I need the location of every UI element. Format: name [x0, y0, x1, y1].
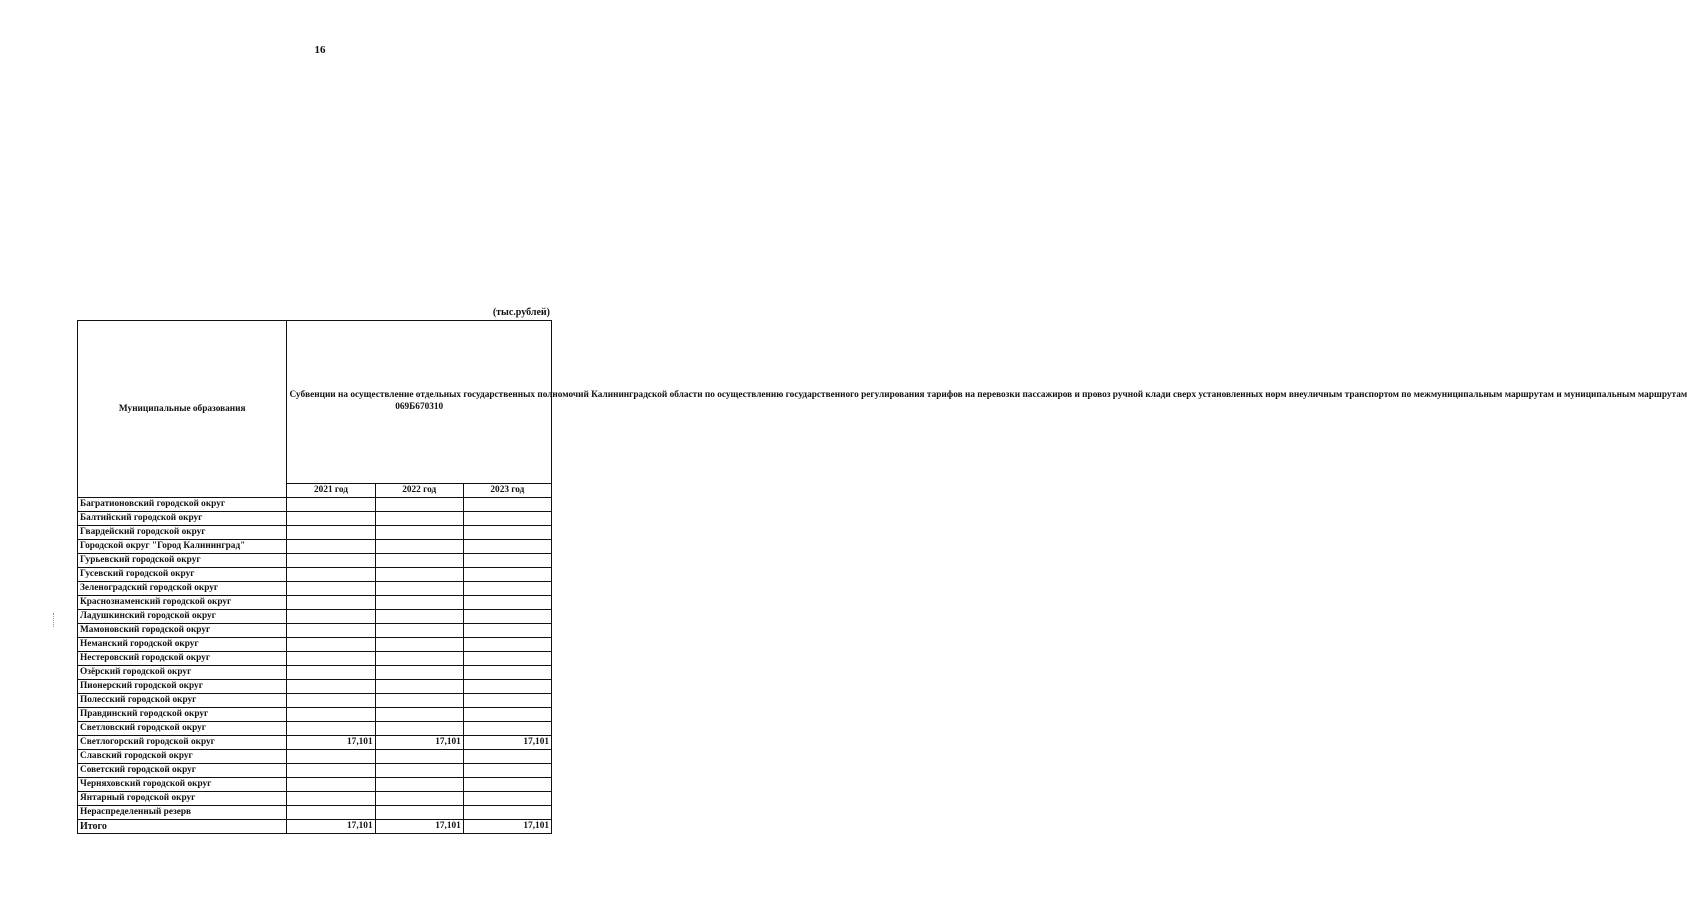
- value-1: [375, 750, 463, 764]
- value-2: [463, 722, 551, 736]
- table-row: [78, 708, 552, 722]
- municipality-name: Полесский городской округ: [78, 694, 287, 708]
- value-2: [463, 652, 551, 666]
- municipality-name: Советский городской округ: [78, 764, 287, 778]
- value-2: [463, 638, 551, 652]
- value-1: [375, 652, 463, 666]
- value-0: [287, 708, 375, 722]
- value-0: [287, 666, 375, 680]
- value-1: [375, 582, 463, 596]
- value-1: [375, 680, 463, 694]
- value-1: [375, 722, 463, 736]
- table-row: [78, 624, 552, 638]
- header-budget-code: 069Б670310: [395, 402, 444, 412]
- header-title-text: Субвенции на осуществление отдельных государственных полномочий Калининградской области по осуществлению государственного регулирования тарифов на перевозки пассажиров и провоз ручной клади сверх установленных норм внеуличным транспортом по межмуниципальным маршрутам и муниципальным маршрутам: [289, 390, 1687, 401]
- value-2: [463, 498, 551, 512]
- value-1: [375, 694, 463, 708]
- municipality-name: Черняховский городской округ: [78, 778, 287, 792]
- value-1: [375, 526, 463, 540]
- table-row: [78, 792, 552, 806]
- table-row: [78, 778, 552, 792]
- value-1: 17,101: [375, 736, 463, 750]
- value-2: 17,101: [463, 736, 551, 750]
- value-2: [463, 694, 551, 708]
- value-0: [287, 652, 375, 666]
- value-0: [287, 610, 375, 624]
- header-subvention-title: [287, 321, 1687, 484]
- header-year-2023: 2023 год: [463, 484, 551, 498]
- value-0: [287, 624, 375, 638]
- municipality-name: Правдинский городской округ: [78, 708, 287, 722]
- value-1: [375, 568, 463, 582]
- value-1: [375, 764, 463, 778]
- municipality-name: Озёрский городской округ: [78, 666, 287, 680]
- header-year-2022: 2022 год: [375, 484, 463, 498]
- value-2: [463, 540, 551, 554]
- value-0: [287, 512, 375, 526]
- municipality-name: Гусевский городской округ: [78, 568, 287, 582]
- municipality-name: Светловский городской округ: [78, 722, 287, 736]
- total-value-0: 17,101: [287, 820, 375, 834]
- value-2: [463, 666, 551, 680]
- value-1: [375, 778, 463, 792]
- value-0: [287, 722, 375, 736]
- value-1: [375, 792, 463, 806]
- municipality-name: Славский городской округ: [78, 750, 287, 764]
- table-row: [78, 736, 552, 750]
- subvention-table: [77, 320, 1687, 834]
- header-year-2021: 2021 год: [287, 484, 375, 498]
- value-0: [287, 792, 375, 806]
- value-1: [375, 638, 463, 652]
- value-0: [287, 778, 375, 792]
- value-0: [287, 568, 375, 582]
- value-0: [287, 750, 375, 764]
- value-2: [463, 792, 551, 806]
- table-row: [78, 764, 552, 778]
- table-row: [78, 498, 552, 512]
- municipality-name: Зеленоградский городской округ: [78, 582, 287, 596]
- municipality-name: Багратионовский городской округ: [78, 498, 287, 512]
- table-row: [78, 638, 552, 652]
- value-2: [463, 764, 551, 778]
- municipality-name: Нераспределенный резерв: [78, 806, 287, 820]
- total-value-1: 17,101: [375, 820, 463, 834]
- value-2: [463, 554, 551, 568]
- value-0: [287, 596, 375, 610]
- value-1: [375, 624, 463, 638]
- value-1: [375, 610, 463, 624]
- municipality-name: Балтийский городской округ: [78, 512, 287, 526]
- table-row: [78, 666, 552, 680]
- municipality-name: Ладушкинский городской округ: [78, 610, 287, 624]
- value-1: [375, 554, 463, 568]
- header-municipalities: Муниципальные образования: [78, 321, 287, 498]
- municipality-name: Нестеровский городской округ: [78, 652, 287, 666]
- table-row: [78, 806, 552, 820]
- value-2: [463, 624, 551, 638]
- value-2: [463, 750, 551, 764]
- table-row: [78, 596, 552, 610]
- value-2: [463, 512, 551, 526]
- total-label: Итого: [78, 820, 287, 834]
- value-0: [287, 582, 375, 596]
- table-row: [78, 694, 552, 708]
- unit-label: (тыс.рублей): [492, 307, 550, 318]
- value-2: [463, 568, 551, 582]
- value-1: [375, 666, 463, 680]
- value-0: [287, 554, 375, 568]
- value-0: [287, 806, 375, 820]
- value-1: [375, 806, 463, 820]
- value-0: [287, 764, 375, 778]
- table-row: [78, 526, 552, 540]
- municipality-name: Пионерский городской округ: [78, 680, 287, 694]
- value-0: [287, 540, 375, 554]
- municipality-name: Гурьевский городской округ: [78, 554, 287, 568]
- table-row: [78, 680, 552, 694]
- value-2: [463, 582, 551, 596]
- table-row: [78, 750, 552, 764]
- value-1: [375, 596, 463, 610]
- value-1: [375, 498, 463, 512]
- municipality-name: Неманский городской округ: [78, 638, 287, 652]
- municipality-name: Гвардейский городской округ: [78, 526, 287, 540]
- value-0: 17,101: [287, 736, 375, 750]
- value-2: [463, 778, 551, 792]
- table-row: [78, 722, 552, 736]
- value-1: [375, 708, 463, 722]
- total-value-2: 17,101: [463, 820, 551, 834]
- municipality-name: Янтарный городской округ: [78, 792, 287, 806]
- value-1: [375, 512, 463, 526]
- table-row: [78, 554, 552, 568]
- municipality-name: Городской округ "Город Калининград": [78, 540, 287, 554]
- value-0: [287, 638, 375, 652]
- table-row: [78, 582, 552, 596]
- value-0: [287, 498, 375, 512]
- scan-mark: [53, 613, 56, 627]
- value-2: [463, 526, 551, 540]
- table-row: [78, 568, 552, 582]
- municipality-name: Мамоновский городской округ: [78, 624, 287, 638]
- table-row: [78, 512, 552, 526]
- table-total-row: [78, 820, 552, 834]
- value-0: [287, 526, 375, 540]
- value-1: [375, 540, 463, 554]
- table-row: [78, 610, 552, 624]
- page-number: 16: [314, 44, 326, 56]
- municipality-name: Светлогорский городской округ: [78, 736, 287, 750]
- value-2: [463, 708, 551, 722]
- table-row: [78, 652, 552, 666]
- value-0: [287, 680, 375, 694]
- value-2: [463, 680, 551, 694]
- value-2: [463, 596, 551, 610]
- municipality-name: Краснознаменский городской округ: [78, 596, 287, 610]
- table-row: [78, 540, 552, 554]
- value-0: [287, 694, 375, 708]
- value-2: [463, 806, 551, 820]
- value-2: [463, 610, 551, 624]
